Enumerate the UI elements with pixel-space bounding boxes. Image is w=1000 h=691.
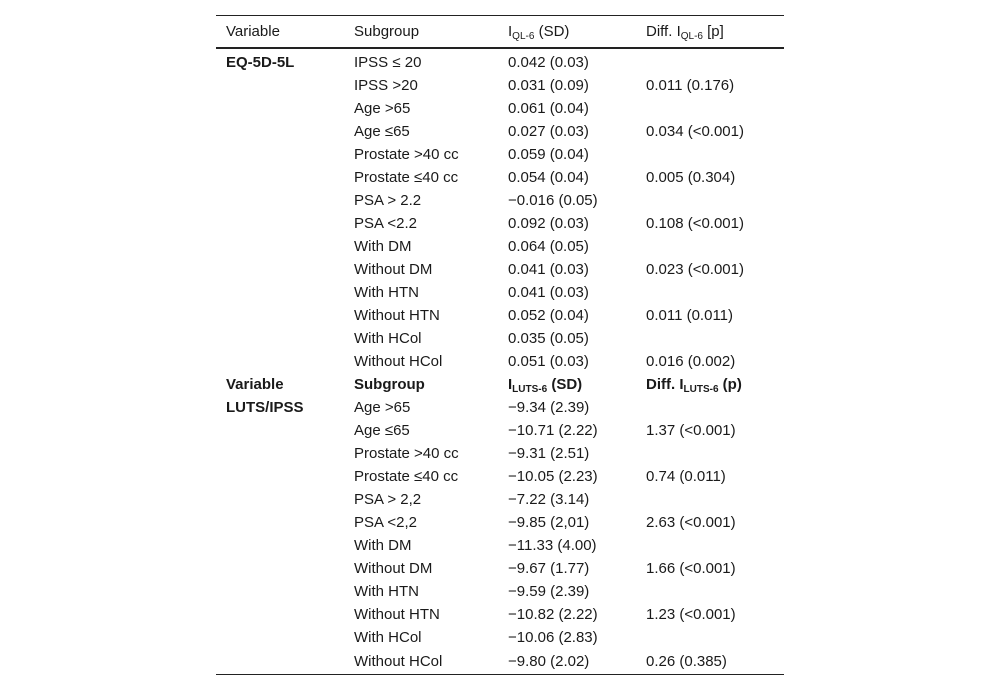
- table-row: [216, 304, 784, 327]
- table-row: [216, 97, 784, 120]
- cell-subgroup: PSA <2,2: [354, 514, 417, 531]
- table-body: [216, 48, 784, 675]
- cell-subgroup: Age ≤65: [354, 123, 410, 140]
- cell-diff: [636, 442, 784, 465]
- cell-value: 0.042 (0.03): [508, 54, 589, 71]
- header-diff-base: Diff. I: [646, 23, 681, 40]
- header-diff-rest: [p]: [702, 23, 724, 40]
- cell-subgroup: With HTN: [354, 583, 419, 600]
- cell-variable: [216, 465, 344, 488]
- table-row: [216, 281, 784, 304]
- table-row: [216, 534, 784, 557]
- cell-value: 0.027 (0.03): [508, 123, 589, 140]
- cell-diff: 0.26 (0.385): [636, 649, 784, 675]
- cell-value: −0.016 (0.05): [508, 192, 598, 209]
- cell-diff: [636, 396, 784, 419]
- cell-value: 0.041 (0.03): [508, 261, 589, 278]
- cell-value: 0.035 (0.05): [508, 330, 589, 347]
- cell-subgroup: Prostate >40 cc: [354, 445, 459, 462]
- cell-variable: [216, 327, 344, 350]
- cell-variable: [216, 534, 344, 557]
- cell-variable: [216, 258, 344, 281]
- table-row: [216, 649, 784, 675]
- cell-diff: 2.63 (<0.001): [646, 514, 736, 531]
- cell-value: −10.05 (2.23): [508, 468, 598, 485]
- cell-variable: [216, 143, 344, 166]
- table-row: [216, 350, 784, 373]
- header-iql6-rest: (SD): [534, 23, 570, 40]
- cell-value: −9.31 (2.51): [508, 445, 590, 462]
- cell-subgroup: With DM: [354, 238, 412, 255]
- table-row: [216, 212, 784, 235]
- subheader-iluts6-sd: [498, 373, 636, 396]
- cell-subgroup: Without HTN: [354, 606, 440, 623]
- cell-value: 0.092 (0.03): [508, 215, 589, 232]
- table-header: [216, 16, 784, 49]
- cell-diff: 0.74 (0.011): [646, 468, 726, 485]
- cell-diff: 0.034 (<0.001): [646, 123, 744, 140]
- subheader-diff-rest: (p): [718, 376, 742, 393]
- cell-variable: [216, 304, 344, 327]
- cell-diff: [636, 97, 784, 120]
- cell-value: −10.82 (2.22): [508, 606, 598, 623]
- cell-variable: [216, 419, 344, 442]
- cell-variable: [216, 557, 344, 580]
- header-diff-iql6: [636, 16, 784, 49]
- table-row: [216, 74, 784, 97]
- results-table-container: [216, 15, 784, 675]
- cell-subgroup: Age >65: [354, 100, 411, 117]
- cell-diff: 0.016 (0.002): [646, 353, 736, 370]
- cell-variable: [216, 488, 344, 511]
- cell-value: −9.80 (2.02): [498, 649, 636, 675]
- cell-diff: [636, 235, 784, 258]
- table-row: [216, 396, 784, 419]
- subheader-iluts6-rest: (SD): [547, 376, 583, 393]
- cell-variable: [216, 603, 344, 626]
- table-row: [216, 488, 784, 511]
- cell-diff: [636, 488, 784, 511]
- cell-diff: 0.011 (0.176): [646, 77, 735, 94]
- cell-subgroup: PSA > 2,2: [354, 491, 422, 508]
- cell-variable: [216, 442, 344, 465]
- cell-variable: [216, 626, 344, 649]
- cell-variable: [216, 74, 344, 97]
- cell-subgroup: IPSS >20: [354, 77, 418, 94]
- cell-diff: [636, 580, 784, 603]
- cell-variable: [216, 649, 344, 675]
- cell-diff: 0.005 (0.304): [646, 169, 736, 186]
- cell-value: 0.051 (0.03): [508, 353, 589, 370]
- table-row: [216, 235, 784, 258]
- cell-subgroup: With HCol: [354, 330, 422, 347]
- subheader-iluts6-base: I: [508, 376, 513, 393]
- cell-diff: [636, 327, 784, 350]
- header-variable: Variable: [226, 23, 280, 40]
- cell-variable: [216, 580, 344, 603]
- cell-subgroup: Age >65: [354, 399, 411, 416]
- table-row: [216, 258, 784, 281]
- table-row: [216, 603, 784, 626]
- table-row: [216, 580, 784, 603]
- cell-variable: [216, 166, 344, 189]
- cell-value: −9.34 (2.39): [508, 399, 590, 416]
- header-subgroup: Subgroup: [354, 23, 420, 40]
- subheader-diff-iluts6: [636, 373, 784, 396]
- cell-subgroup: Prostate >40 cc: [354, 146, 459, 163]
- cell-subgroup: Age ≤65: [354, 422, 410, 439]
- cell-subgroup: Without HTN: [354, 307, 440, 324]
- cell-value: −9.59 (2.39): [508, 583, 590, 600]
- subheader-diff-sub: LUTS-6: [683, 384, 719, 395]
- cell-variable: [216, 511, 344, 534]
- cell-variable: EQ-5D-5L: [226, 54, 295, 71]
- cell-value: 0.054 (0.04): [508, 169, 589, 186]
- cell-subgroup: Without DM: [354, 560, 433, 577]
- cell-subgroup: Prostate ≤40 cc: [354, 468, 459, 485]
- cell-diff: 0.011 (0.011): [646, 307, 734, 324]
- results-table: [216, 15, 784, 675]
- cell-value: −7.22 (3.14): [508, 491, 590, 508]
- subheader-subgroup: Subgroup: [354, 376, 425, 393]
- cell-variable: [216, 281, 344, 304]
- table-row: [216, 626, 784, 649]
- cell-value: 0.064 (0.05): [508, 238, 589, 255]
- cell-subgroup: IPSS ≤ 20: [354, 54, 422, 71]
- subheader-row: [216, 373, 784, 396]
- cell-value: −11.33 (4.00): [508, 537, 597, 554]
- table-row: [216, 143, 784, 166]
- cell-diff: 1.66 (<0.001): [646, 560, 736, 577]
- cell-value: −10.71 (2.22): [508, 422, 598, 439]
- table-row: [216, 327, 784, 350]
- cell-value: 0.052 (0.04): [508, 307, 589, 324]
- cell-diff: 0.023 (<0.001): [646, 261, 744, 278]
- cell-value: 0.059 (0.04): [508, 146, 589, 163]
- table-row: [216, 465, 784, 488]
- cell-variable: [216, 350, 344, 373]
- cell-diff: [636, 534, 784, 557]
- cell-value: 0.061 (0.04): [508, 100, 589, 117]
- header-diff-sub: QL-6: [680, 31, 703, 42]
- cell-subgroup: Without HCol: [344, 649, 498, 675]
- cell-subgroup: PSA <2.2: [354, 215, 417, 232]
- cell-subgroup: Without HCol: [354, 353, 443, 370]
- header-iql6-sd: [498, 16, 636, 49]
- cell-subgroup: With DM: [354, 537, 412, 554]
- subheader-diff-base: Diff. I: [646, 376, 684, 393]
- cell-diff: [636, 48, 784, 74]
- table-row: [216, 442, 784, 465]
- cell-subgroup: Without DM: [354, 261, 433, 278]
- cell-diff: 1.37 (<0.001): [646, 422, 736, 439]
- cell-diff: [636, 626, 784, 649]
- cell-variable: [216, 235, 344, 258]
- table-row: [216, 120, 784, 143]
- cell-value: −10.06 (2.83): [508, 629, 598, 646]
- cell-diff: [636, 189, 784, 212]
- cell-value: −9.85 (2,01): [508, 514, 590, 531]
- cell-diff: 1.23 (<0.001): [646, 606, 736, 623]
- header-iql6-sub: QL-6: [512, 31, 535, 42]
- table-row: [216, 166, 784, 189]
- header-iql6-base: I: [508, 23, 513, 40]
- cell-subgroup: With HCol: [354, 629, 422, 646]
- table-row: [216, 419, 784, 442]
- cell-value: 0.031 (0.09): [508, 77, 589, 94]
- cell-subgroup: With HTN: [354, 284, 419, 301]
- cell-variable: [216, 120, 344, 143]
- cell-subgroup: Prostate ≤40 cc: [354, 169, 459, 186]
- cell-diff: [636, 281, 784, 304]
- cell-value: −9.67 (1.77): [508, 560, 590, 577]
- cell-variable: [216, 212, 344, 235]
- subheader-variable: Variable: [226, 376, 284, 393]
- table-row: [216, 189, 784, 212]
- header-row: [216, 16, 784, 49]
- cell-diff: [636, 143, 784, 166]
- cell-value: 0.041 (0.03): [508, 284, 589, 301]
- table-row: [216, 557, 784, 580]
- cell-subgroup: PSA > 2.2: [354, 192, 422, 209]
- table-row: [216, 511, 784, 534]
- subheader-iluts6-sub: LUTS-6: [512, 384, 548, 395]
- cell-variable: [216, 189, 344, 212]
- table-row: [216, 48, 784, 74]
- cell-diff: 0.108 (<0.001): [646, 215, 744, 232]
- cell-variable: [216, 97, 344, 120]
- cell-variable: LUTS/IPSS: [226, 399, 304, 416]
